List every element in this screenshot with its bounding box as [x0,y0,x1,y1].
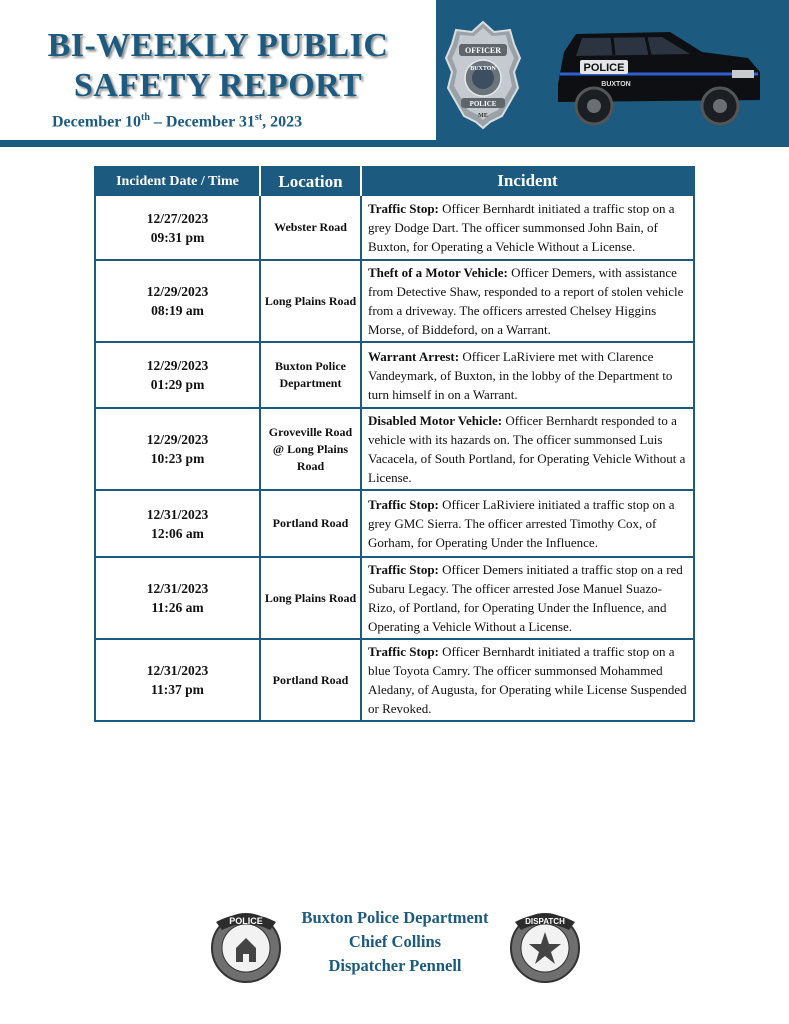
police-seal-icon [208,908,284,984]
incident-description [361,342,694,408]
incident-time: 11:26 am [151,600,204,615]
incident-time: 09:31 pm [150,229,205,245]
badge-police-text: POLICE [469,100,497,108]
dispatch-seal-text: DISPATCH [525,917,565,926]
incident-type: Traffic Stop: [368,644,439,659]
table-row [95,557,694,639]
incident-date-time [95,342,260,408]
incident-description [361,195,694,260]
header-divider [0,140,789,147]
header-title-panel [0,0,436,140]
dispatch-seal-icon [507,908,583,984]
incident-type: Disabled Motor Vehicle: [368,413,503,428]
incident-date-time [95,639,260,721]
incident-location: Long Plains Road [260,557,361,639]
date-separator: – [149,113,166,131]
table-header-row [95,167,694,195]
incident-date: 12/29/2023 [146,358,209,373]
badge-officer-text: OFFICER [465,46,501,55]
table-row [95,408,694,490]
incident-time: 12:06 am [151,525,204,541]
date-start-suffix: th [141,112,150,123]
incident-description [361,490,694,557]
incident-type: Theft of a Motor Vehicle: [368,265,508,280]
table-row [95,342,694,408]
table-row [95,490,694,557]
incident-type: Traffic Stop: [368,562,439,577]
incident-date: 12/29/2023 [146,432,209,447]
incident-date: 12/29/2023 [146,284,209,299]
incident-location: Long Plains Road [260,260,361,342]
vehicle-buxton-text: BUXTON [601,81,631,88]
date-end: December 31 [165,113,255,131]
incident-time: 11:37 pm [151,682,204,697]
incident-text: Officer Demers, with assistance from Detective Shaw, responded to a report of stolen vehicle from a driveway. The officers arrested Chelsey Higgins Morse, of Biddeford, on a Warrant. [368,265,684,337]
incident-text: Officer Demers initiated a traffic stop on a red Subaru Legacy. The officer arrested Jose Manuel Suazo-Rizo, of Portland, for Operating Under the Influence, and Operating a Vehicle Without a License. [368,562,683,634]
incident-type: Warrant Arrest: [368,348,460,364]
incident-description [361,557,694,639]
incident-location: Portland Road [260,490,361,557]
incident-type: Traffic Stop: [368,497,439,512]
incident-type: Traffic Stop: [368,201,439,216]
footer-dispatcher: Dispatcher Pennell [328,956,462,975]
table-row [95,639,694,721]
incident-text: Officer Bernhardt initiated a traffic stop on a grey Dodge Dart. The officer summonsed John Bain, of Buxton, for Operating a Vehicle Without a License. [368,201,675,254]
report-title [18,26,418,106]
table-row [95,195,694,260]
incident-time: 08:19 am [151,303,204,318]
incident-date: 12/31/2023 [146,581,209,596]
incident-time: 10:23 pm [150,451,205,466]
vehicle-police-text: POLICE [583,62,625,74]
title-line-1: BI-WEEKLY PUBLIC [47,27,389,64]
incident-location: Buxton Police Department [260,342,361,408]
report-header [0,0,789,150]
incident-date: 12/27/2023 [146,210,209,226]
incident-date-time [95,408,260,490]
header-incident: Incident [361,167,694,195]
incident-date: 12/31/2023 [146,506,209,522]
incident-text: Officer Bernhardt responded to a vehicle with its hazards on. The officer summonsed Luis Vacacela, of South Portland, for Operating Vehicle Without a License. [368,413,686,485]
header-date-time: Incident Date / Time [95,167,260,195]
police-badge-icon [444,18,522,130]
incident-text: Officer LaRiviere met with Clarence Vandeymark, of Buxton, in the lobby of the Department to turn himself in on a Warrant. [368,348,673,402]
header-location: Location [260,167,361,195]
date-end-suffix: st [254,112,263,123]
incident-date-time [95,195,260,260]
incident-date-time [95,557,260,639]
incident-description [361,639,694,721]
incident-date-time [95,260,260,342]
incident-location: Webster Road [260,195,361,260]
incident-description [361,260,694,342]
incident-date-time [95,490,260,557]
police-seal-text: POLICE [229,916,263,926]
incident-text: Officer LaRiviere initiated a traffic stop on a grey GMC Sierra. The officer arrested Timothy Cox, of Gorham, for Operating Under the Influence. [368,497,675,550]
footer-chief: Chief Collins [348,932,442,951]
incident-time: 01:29 pm [150,377,205,392]
report-date-range [52,112,372,131]
footer-signature [280,906,510,978]
incident-date: 12/31/2023 [146,663,209,678]
incident-text: Officer Bernhardt initiated a traffic stop on a blue Toyota Camry. The officer summonsed Mohammed Aledany, of Augusta, for Operating while License Suspended or Revoked. [368,644,687,716]
footer-department: Buxton Police Department [301,908,489,927]
title-line-2: SAFETY REPORT [73,67,363,104]
police-vehicle-image [552,22,766,132]
table-row [95,260,694,342]
incident-location: Portland Road [260,639,361,721]
incident-description [361,408,694,490]
incident-location: Groveville Road @ Long Plains Road [260,408,361,490]
date-year: , 2023 [262,113,303,131]
date-start: December 10 [52,113,141,131]
incident-table [94,166,695,722]
badge-state-text: ME [478,113,488,119]
badge-buxton-text: BUXTON [470,66,496,72]
